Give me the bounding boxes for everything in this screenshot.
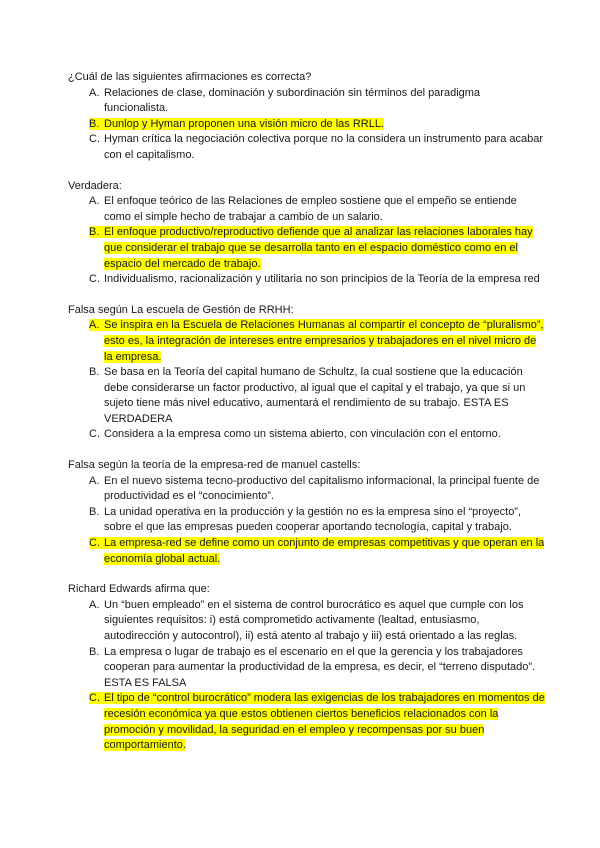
answer-option-highlighted bbox=[89, 536, 545, 567]
option-text: El tipo de “control burocrático” modera las exigencias de los trabajadores en momentos de recesión económica ya que estos obtienen ciertos beneficios relacionados con la promoción y movilidad, la seguridad en el empleo y recompensas por su buen comportamiento. bbox=[104, 692, 545, 752]
answer-option bbox=[89, 86, 545, 117]
option-letter: C. bbox=[89, 537, 100, 550]
question-prompt: Falsa según La escuela de Gestión de RRHH: bbox=[68, 303, 294, 316]
answer-option bbox=[89, 194, 545, 225]
option-letter: A. bbox=[89, 86, 100, 99]
answer-option bbox=[89, 365, 545, 427]
option-text: Se basa en la Teoría del capital humano de Schultz, la cual sostiene que la educación debe considerarse un factor productivo, al igual que el capital y el trabajo, ya que si un sujeto tiene más nivel educativo, aumentará el rendimiento de su trabajo. ESTA ES VERDADERA bbox=[104, 366, 526, 425]
options-list bbox=[68, 194, 545, 288]
option-text: La empresa-red se define como un conjunto de empresas competitivas y que operan en la economía global actual. bbox=[104, 537, 545, 565]
answer-option-content bbox=[89, 428, 501, 440]
answer-option-highlighted bbox=[89, 691, 545, 753]
answer-option-content bbox=[89, 87, 480, 115]
question-block-3 bbox=[68, 303, 545, 443]
question-prompt: Richard Edwards afirma que: bbox=[68, 583, 210, 596]
answer-option-content bbox=[89, 273, 540, 285]
option-letter: A. bbox=[89, 195, 100, 208]
option-letter: B. bbox=[89, 226, 100, 239]
option-letter: C. bbox=[89, 428, 100, 441]
question-block-2 bbox=[68, 179, 545, 288]
answer-option-content bbox=[89, 599, 523, 642]
option-letter: A. bbox=[89, 319, 100, 332]
option-letter: A. bbox=[89, 598, 100, 611]
answer-option bbox=[89, 505, 545, 536]
answer-option-content bbox=[89, 133, 543, 161]
answer-option bbox=[89, 598, 545, 645]
question-prompt: Falsa según la teoría de la empresa-red de manuel castells: bbox=[68, 459, 361, 472]
answer-option-content bbox=[89, 646, 535, 689]
answer-option bbox=[89, 645, 545, 692]
option-letter: C. bbox=[89, 273, 100, 286]
option-text: Individualismo, racionalización y utilitaria no son principios de la Teoría de la empresa red bbox=[104, 273, 540, 286]
options-list bbox=[68, 598, 545, 754]
option-letter: B. bbox=[89, 505, 100, 518]
answer-option-content bbox=[89, 366, 525, 425]
answer-option-content bbox=[89, 537, 544, 565]
answer-option-highlighted bbox=[89, 117, 545, 133]
answer-option-content bbox=[89, 118, 384, 130]
answer-option-content bbox=[89, 692, 545, 751]
option-letter: B. bbox=[89, 645, 100, 658]
answer-option-content bbox=[89, 226, 533, 269]
option-text: La unidad operativa en la producción y la gestión no es la empresa sino el “proyecto”, sobre el que las empresas pueden cooperar aportando tecnología, capital y trabajo. bbox=[104, 505, 522, 534]
option-text: Relaciones de clase, dominación y subordinación sin términos del paradigma funcionalista. bbox=[104, 86, 481, 115]
question-block-4 bbox=[68, 458, 545, 567]
answer-option-highlighted bbox=[89, 225, 545, 272]
question-prompt: ¿Cuál de las siguientes afirmaciones es correcta? bbox=[68, 71, 312, 83]
quiz-content bbox=[68, 70, 545, 754]
option-text: Hyman crítica la negociación colectiva porque no la considera un instrumento para acabar con el capitalismo. bbox=[104, 133, 544, 161]
option-letter: C. bbox=[89, 133, 100, 146]
answer-option bbox=[89, 427, 545, 443]
answer-option-content bbox=[89, 506, 521, 534]
question-block-1 bbox=[68, 70, 545, 164]
answer-option bbox=[89, 132, 545, 163]
answer-option bbox=[89, 272, 545, 288]
option-text: Se inspira en la Escuela de Relaciones Humanas al compartir el concepto de “pluralismo”, esto es, la integración de intereses entre empresarios y trabajadores en el nivel micro de la empresa. bbox=[104, 319, 544, 363]
answer-option-content bbox=[89, 319, 544, 362]
option-letter: B. bbox=[89, 117, 100, 130]
answer-option bbox=[89, 474, 545, 505]
option-text: En el nuevo sistema tecno-productivo del capitalismo informacional, la principal fuente de productividad es el “conocimiento”. bbox=[104, 474, 540, 503]
option-text: Un “buen empleado” en el sistema de control burocrático es aquel que cumple con los siguientes requisitos: i) está comprometido activamente (lealtad, entusiasmo, autodirección y autocontrol), ii) está atento al trabajo y iii) está orientado a las reglas. bbox=[104, 598, 524, 642]
option-text: El enfoque productivo/reproductivo defiende que al analizar las relaciones laborales hay que considerar el trabajo que se desarrolla tanto en el espacio doméstico como en el espacio del mercado de trabajo. bbox=[104, 226, 533, 270]
answer-option-content bbox=[89, 475, 539, 503]
option-letter: A. bbox=[89, 474, 100, 487]
option-letter: C. bbox=[89, 692, 100, 705]
option-text: Considera a la empresa como un sistema abierto, con vinculación con el entorno. bbox=[104, 428, 501, 441]
options-list bbox=[68, 86, 545, 164]
options-list bbox=[68, 474, 545, 568]
question-block-5 bbox=[68, 582, 545, 754]
answer-option-highlighted bbox=[89, 318, 545, 365]
option-letter: B. bbox=[89, 366, 100, 379]
option-text: Dunlop y Hyman proponen una visión micro de las RRLL. bbox=[104, 117, 385, 130]
option-text: El enfoque teórico de las Relaciones de empleo sostiene que el empeño se entiende como el simple hecho de trabajar a cambio de un salario. bbox=[104, 195, 517, 223]
option-text: La empresa o lugar de trabajo es el escenario en el que la gerencia y los trabajadores cooperan para aumentar la productividad de la empresa, es decir, el “terreno disputado”. ESTA ES FALSA bbox=[104, 645, 536, 689]
answer-option-content bbox=[89, 195, 517, 223]
question-prompt: Verdadera: bbox=[68, 179, 122, 192]
options-list bbox=[68, 318, 545, 443]
